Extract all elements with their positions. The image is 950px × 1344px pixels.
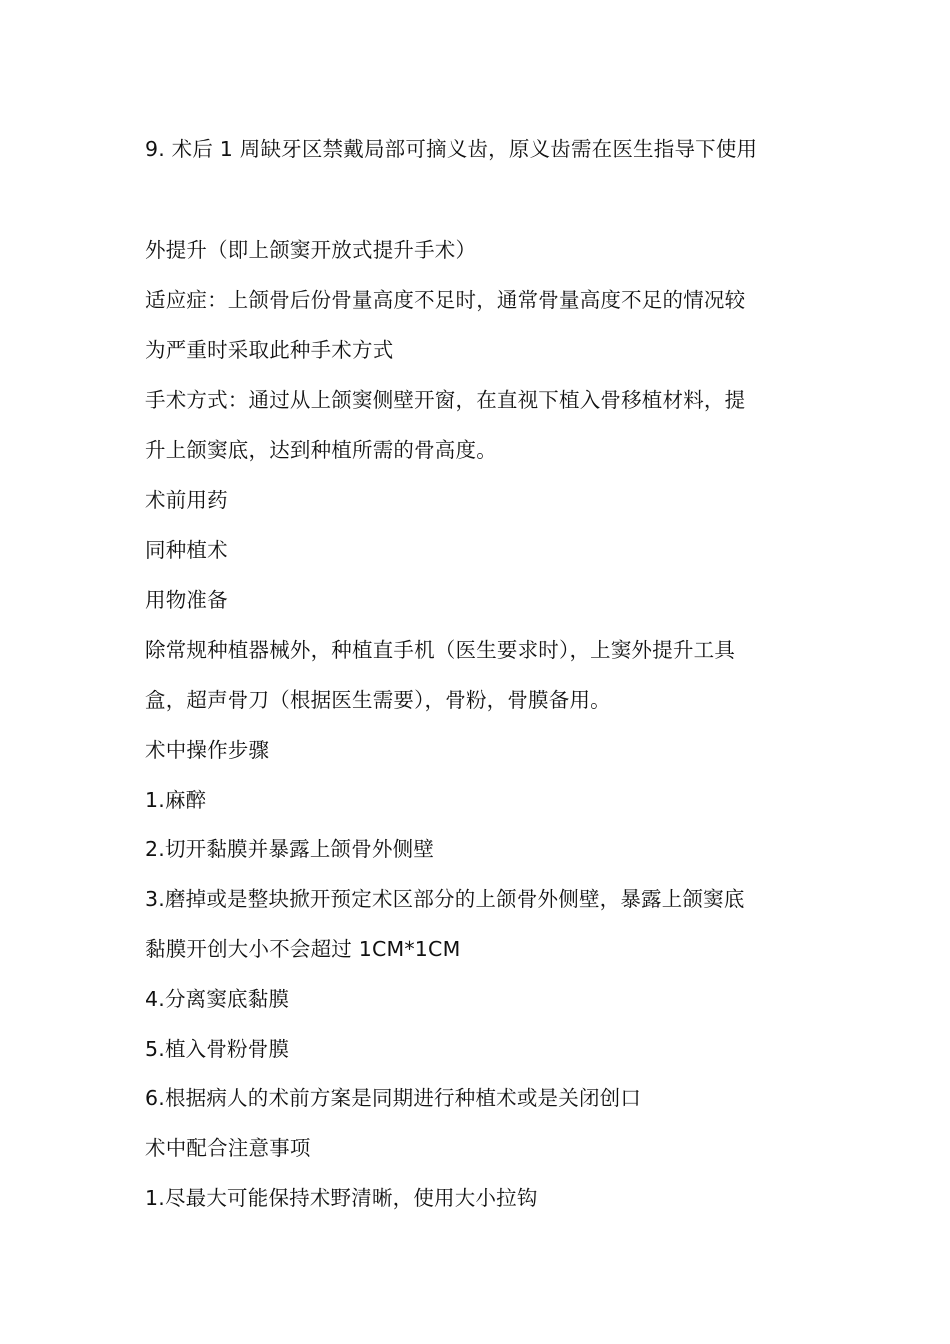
- text-line-surgical-method-1: 手术方式：通过从上颌窦侧壁开窗，在直视下植入骨移植材料，提: [145, 388, 746, 412]
- text-line-supplies-1: 除常规种植器械外，种植直手机（医生要求时），上窦外提升工具: [145, 638, 736, 662]
- section-heading-intraop-steps: 术中操作步骤: [145, 738, 270, 762]
- text-line-indication-2: 为严重时采取此种手术方式: [145, 338, 394, 362]
- list-item-step-2: 2.切开黏膜并暴露上颌骨外侧壁: [145, 837, 435, 861]
- text-line-same-as-implant: 同种植术: [145, 538, 228, 562]
- text-line-postop-note-9: 9. 术后 1 周缺牙区禁戴局部可摘义齿，原义齿需在医生指导下使用: [145, 137, 758, 161]
- list-item-step-4: 4.分离窦底黏膜: [145, 987, 290, 1011]
- section-heading-intraop-notes: 术中配合注意事项: [145, 1136, 311, 1160]
- text-line-supplies-2: 盒，超声骨刀（根据医生需要），骨粉，骨膜备用。: [145, 688, 611, 712]
- list-item-note-1: 1.尽最大可能保持术野清晰，使用大小拉钩: [145, 1186, 538, 1210]
- section-heading-external-lift: 外提升（即上颌窦开放式提升手术）: [145, 238, 477, 262]
- text-line-surgical-method-2: 升上颌窦底，达到种植所需的骨高度。: [145, 438, 497, 462]
- text-line-indication-1: 适应症：上颌骨后份骨量高度不足时，通常骨量高度不足的情况较: [145, 288, 746, 312]
- list-item-step-5: 5.植入骨粉骨膜: [145, 1037, 290, 1061]
- list-item-step-1: 1.麻醉: [145, 788, 207, 812]
- list-item-step-3-continued: 黏膜开创大小不会超过 1CM*1CM: [145, 937, 461, 961]
- list-item-step-6: 6.根据病人的术前方案是同期进行种植术或是关闭创口: [145, 1086, 642, 1110]
- section-heading-preop-medication: 术前用药: [145, 488, 228, 512]
- list-item-step-3: 3.磨掉或是整块掀开预定术区部分的上颌骨外侧壁，暴露上颌窦底: [145, 887, 745, 911]
- section-heading-supplies: 用物准备: [145, 588, 228, 612]
